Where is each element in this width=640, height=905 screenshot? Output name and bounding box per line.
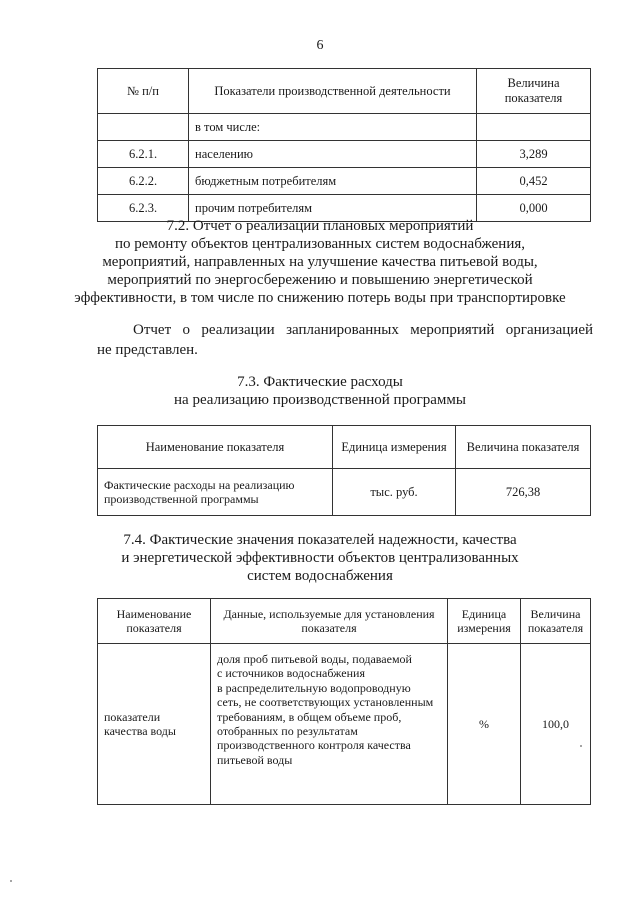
row-number: 6.2.3. bbox=[98, 195, 189, 222]
heading-line: эффективности, в том числе по снижению потерь воды при транспортировке bbox=[74, 290, 566, 306]
column-header-value: Величина показателя bbox=[456, 426, 591, 469]
data-line: требованиям, в общем объеме проб, bbox=[217, 709, 402, 724]
row-value: 3,289 bbox=[477, 141, 591, 168]
column-header-name: Наименование показателя bbox=[98, 599, 211, 644]
section-7-4-heading bbox=[0, 531, 640, 585]
row-data bbox=[211, 644, 448, 805]
row-number bbox=[98, 114, 189, 141]
column-header-unit: Единица измерения bbox=[448, 599, 521, 644]
row-value: 0,000 bbox=[477, 195, 591, 222]
row-number: 6.2.1. bbox=[98, 141, 189, 168]
table-header-row bbox=[98, 69, 591, 114]
column-header-data: Данные, используемые для установления показателя bbox=[211, 599, 448, 644]
actual-expenses-table bbox=[97, 425, 591, 516]
row-name: Фактические расходы на реализацию производственной программы bbox=[98, 469, 333, 516]
quality-indicators-table bbox=[97, 598, 591, 805]
column-header-value: Величина показателя bbox=[477, 69, 591, 114]
row-value: 100,0 bbox=[521, 644, 591, 805]
table-row bbox=[98, 644, 591, 805]
heading-line: 7.2. Отчет о реализации плановых мероприятий bbox=[166, 218, 474, 234]
section-7-3-heading bbox=[0, 373, 640, 409]
section-7-2-heading bbox=[0, 217, 640, 307]
table-row bbox=[98, 114, 591, 141]
column-header-unit: Единица измерения bbox=[333, 426, 456, 469]
heading-line: 7.3. Фактические расходы bbox=[237, 374, 403, 390]
heading-line: и энергетической эффективности объектов централизованных bbox=[121, 550, 519, 566]
row-value: 726,38 bbox=[456, 469, 591, 516]
heading-line: мероприятий по энергосбережению и повышению энергетической bbox=[107, 272, 533, 288]
heading-line: мероприятий, направленных на улучшение качества питьевой воды, bbox=[102, 254, 538, 270]
column-header-number: № п/п bbox=[98, 69, 189, 114]
row-name: бюджетным потребителям bbox=[189, 168, 477, 195]
data-line: сеть, не соответствующих установленным bbox=[217, 695, 434, 710]
row-name: в том числе: bbox=[189, 114, 477, 141]
heading-line: по ремонту объектов централизованных систем водоснабжения, bbox=[114, 236, 525, 252]
heading-line: 7.4. Фактические значения показателей надежности, качества bbox=[123, 532, 517, 548]
row-unit: тыс. руб. bbox=[333, 469, 456, 516]
row-value: 0,452 bbox=[477, 168, 591, 195]
table-row bbox=[98, 141, 591, 168]
column-header-value: Величина показателя bbox=[521, 599, 591, 644]
table-row bbox=[98, 168, 591, 195]
heading-line: систем водоснабжения bbox=[247, 568, 393, 584]
data-line: питьевой воды bbox=[217, 752, 293, 767]
paragraph-line: не представлен. bbox=[97, 342, 198, 358]
section-7-2-paragraph bbox=[97, 320, 593, 360]
row-name: прочим потребителям bbox=[189, 195, 477, 222]
heading-line: на реализацию производственной программы bbox=[174, 392, 466, 408]
data-line: доля проб питьевой воды, подаваемой bbox=[217, 652, 412, 666]
table-row bbox=[98, 469, 591, 516]
data-line: отобранных по результатам bbox=[217, 723, 358, 738]
row-value bbox=[477, 114, 591, 141]
scan-speck bbox=[10, 880, 12, 882]
data-line: в распределительную водопроводную bbox=[217, 680, 411, 695]
paragraph-line: Отчет о реализации запланированных мероприятий организацией bbox=[133, 322, 593, 338]
data-line: производственного контроля качества bbox=[217, 738, 411, 753]
row-number: 6.2.2. bbox=[98, 168, 189, 195]
row-unit: % bbox=[448, 644, 521, 805]
production-indicators-table bbox=[97, 68, 591, 222]
column-header-name: Наименование показателя bbox=[98, 426, 333, 469]
page-number: 6 bbox=[316, 38, 324, 53]
table-header-row bbox=[98, 426, 591, 469]
row-name: показатели качества воды bbox=[98, 644, 211, 805]
table-header-row bbox=[98, 599, 591, 644]
data-line: с источников водоснабжения bbox=[217, 666, 365, 681]
column-header-indicator: Показатели производственной деятельности bbox=[189, 69, 477, 114]
row-name: населению bbox=[189, 141, 477, 168]
scan-speck bbox=[580, 745, 582, 747]
